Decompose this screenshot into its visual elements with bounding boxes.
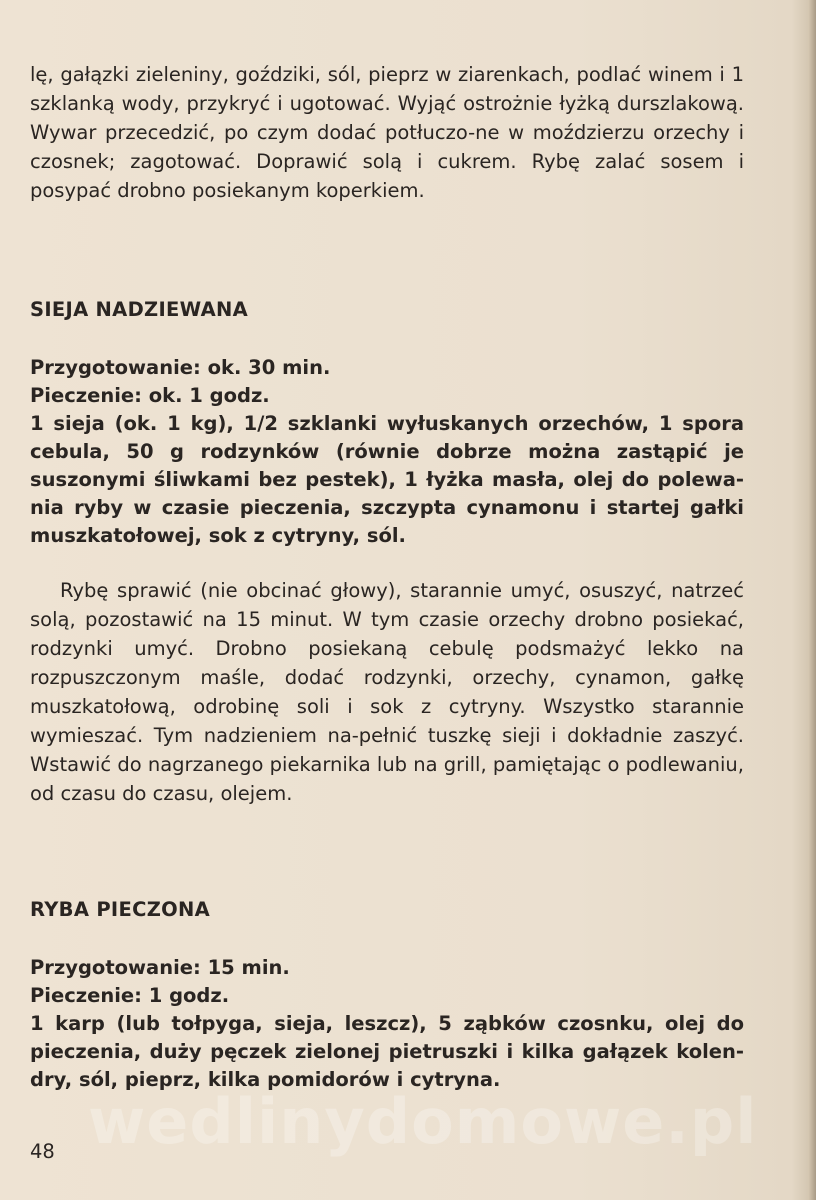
recipe-details: [30, 954, 744, 1094]
recipe-title: SIEJA NADZIEWANA: [30, 298, 249, 321]
method-paragraph: Rybę sprawić (nie obcinać głowy), starannie umyć, osuszyć, natrzeć solą, pozostawić na 15 minut. W tym czasie orzechy drobno posiekać, rodzynki umyć. Drobno posiekaną cebulę podsmażyć lekko na rozpuszczonym maśle, dodać rodzynki, orzechy, cynamon, gałkę muszkatołową, odrobinę soli i sok z cytryny. Wszystko starannie wymieszać. Tym nadzieniem na-pełnić tuszkę sieji i dokładnie zaszyć. Wstawić do nagrzanego piekarnika lub na grill, pamiętając o podlewaniu, od czasu do czasu, olejem.: [30, 579, 744, 805]
watermark: wedlinydomowe.pl: [88, 1085, 758, 1158]
page-number: 48: [30, 1140, 55, 1163]
ingredients-list: 1 sieja (ok. 1 kg), 1/2 szklanki wyłuskanych orzechów, 1 spora cebula, 50 g rodzynków (równie dobrze można zastąpić je suszonymi śliwkami bez pestek), 1 łyżka masła, olej do polewa-nia ryby w czasie pieczenia, szczypta cynamonu i startej gałki muszkatołowej, sok z cytryny, sól.: [30, 412, 744, 547]
prep-time: Przygotowanie: 15 min.: [30, 956, 290, 979]
recipe-details: [30, 354, 744, 550]
intro-section: [30, 60, 744, 205]
ingredients-list: 1 karp (lub tołpyga, sieja, leszcz), 5 ząbków czosnku, olej do pieczenia, duży pęczek zielonej pietruszki i kilka gałązek kolen-dry, sól, pieprz, kilka pomidorów i cytryna.: [30, 1012, 744, 1091]
method-section: [30, 576, 744, 808]
page-edge: [808, 0, 816, 1200]
bake-time: Pieczenie: 1 godz.: [30, 984, 230, 1007]
prep-time: Przygotowanie: ok. 30 min.: [30, 356, 331, 379]
bake-time: Pieczenie: ok. 1 godz.: [30, 384, 270, 407]
recipe-title: RYBA PIECZONA: [30, 898, 211, 921]
intro-paragraph: lę, gałązki zieleniny, goździki, sól, pieprz w ziarenkach, podlać winem i 1 szklanką wody, przykryć i ugotować. Wyjąć ostrożnie łyżką durszlakową. Wywar przecedzić, po czym dodać potłuczo-ne w moździerzu orzechy i czosnek; zagotować. Doprawić solą i cukrem. Rybę zalać sosem i posypać drobno posiekanym koperkiem.: [30, 63, 744, 202]
